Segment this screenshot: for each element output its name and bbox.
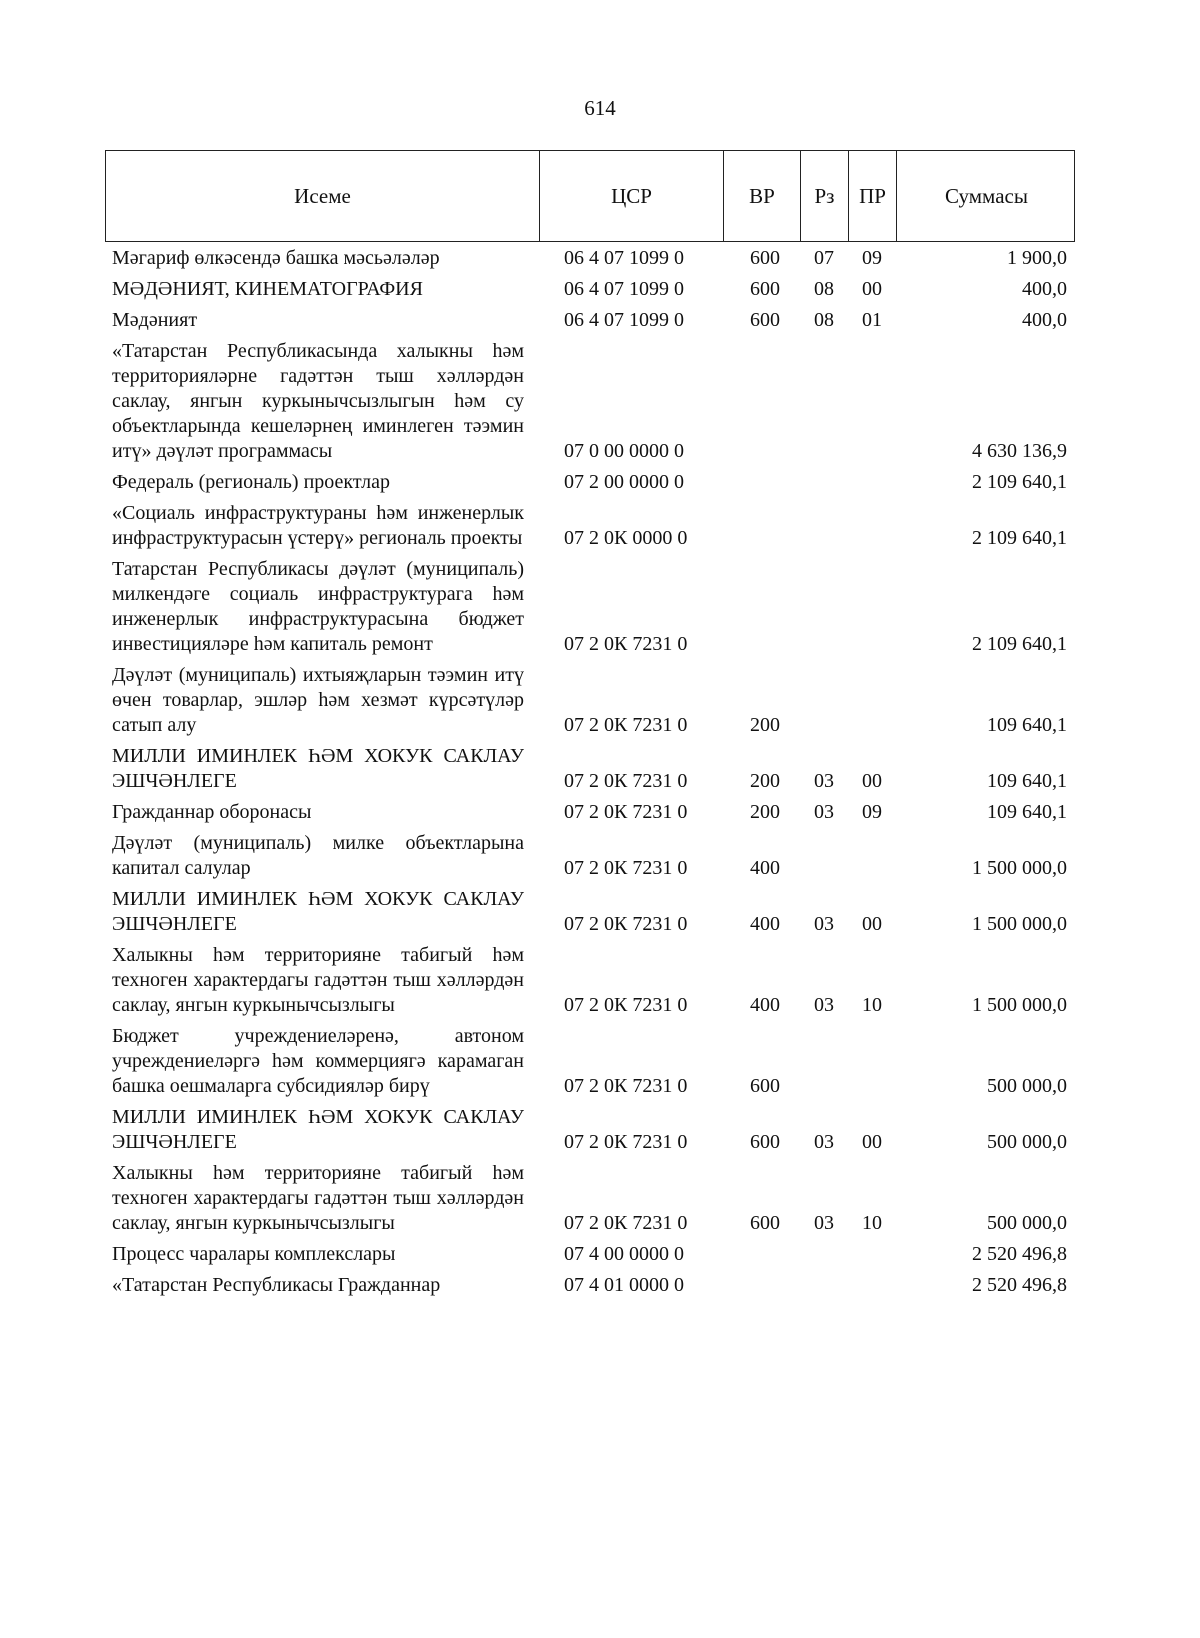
row-name: «Татарстан Республикасында халыкны һәм территорияләрне гадәттән тыш хәлләрдән саклау, янгын куркынычсызлыгын һәм су объектларында кешеләрнең иминлеген тәэмин итү» дәүләт программасы (112, 340, 524, 462)
row-pr: 00 (862, 278, 882, 300)
table-header (105, 150, 1075, 242)
header-vr: ВР (724, 151, 801, 241)
row-csr: 07 2 0К 7231 0 (564, 801, 688, 823)
header-sum: Суммасы (945, 183, 1028, 208)
row-sum: 400,0 (1022, 278, 1067, 300)
row-pr: 09 (862, 801, 882, 823)
row-pr: 09 (862, 247, 882, 269)
table-row (112, 467, 1075, 498)
row-csr: 07 2 0К 7231 0 (564, 1075, 688, 1097)
row-name: Гражданнар оборонасы (112, 801, 312, 823)
table-row (112, 336, 1075, 467)
row-name: Бюджет учреждениеләренә, автоном учреждениеләргә һәм коммерциягә карамаган башка оешмаларга субсидияләр бирү (112, 1025, 524, 1097)
row-sum: 4 630 136,9 (972, 440, 1067, 462)
row-sum: 500 000,0 (987, 1212, 1067, 1234)
table-row (112, 554, 1075, 660)
row-rz: 03 (814, 994, 834, 1016)
row-name: Дәүләт (муниципаль) ихтыяҗларын тәэмин итү өчен товарлар, эшләр һәм хезмәт күрсәтүләр сатып алу (112, 664, 524, 736)
row-name: МИЛЛИ ИМИНЛЕК ҺӘМ ХОКУК САКЛАУ ЭШЧӘНЛЕГЕ (112, 745, 524, 792)
row-rz: 03 (814, 913, 834, 935)
row-csr: 07 4 00 0000 0 (564, 1243, 684, 1265)
table-row (112, 498, 1075, 554)
row-sum: 2 520 496,8 (972, 1274, 1067, 1296)
row-name: Халыкны һәм территорияне табигый һәм техноген характердагы гадәттән тыш хәлләрдән саклау, янгын куркынычсызлыгы (112, 1162, 524, 1234)
table-row (112, 243, 1075, 274)
table-row (112, 940, 1075, 1021)
table-row (112, 274, 1075, 305)
row-vr: 600 (750, 1212, 780, 1234)
row-vr: 200 (750, 770, 780, 792)
row-pr: 00 (862, 1131, 882, 1153)
table-row (112, 1102, 1075, 1158)
row-sum: 2 520 496,8 (972, 1243, 1067, 1265)
row-name: «Социаль инфраструктураны һәм инженерлык инфраструктурасын үстерү» региональ проекты (112, 502, 524, 549)
row-sum: 1 500 000,0 (972, 994, 1067, 1016)
header-rz: Рз (801, 151, 849, 241)
row-csr: 07 2 0К 7231 0 (564, 913, 688, 935)
row-sum: 1 900,0 (1007, 247, 1067, 269)
row-sum: 109 640,1 (987, 714, 1067, 736)
row-sum: 2 109 640,1 (972, 633, 1067, 655)
row-sum: 109 640,1 (987, 770, 1067, 792)
header-name: Исеме (106, 151, 540, 241)
row-csr: 07 4 01 0000 0 (564, 1274, 684, 1296)
row-vr: 200 (750, 801, 780, 823)
row-sum: 2 109 640,1 (972, 527, 1067, 549)
table-body (112, 243, 1075, 1301)
row-name: МӘДӘНИЯТ, КИНЕМАТОГРАФИЯ (112, 278, 423, 300)
table-row (112, 828, 1075, 884)
row-rz: 03 (814, 770, 834, 792)
row-csr: 06 4 07 1099 0 (564, 309, 684, 331)
row-name: Мәдәният (112, 309, 198, 331)
row-rz: 08 (814, 309, 834, 331)
row-csr: 07 2 0К 7231 0 (564, 857, 688, 879)
row-name: МИЛЛИ ИМИНЛЕК ҺӘМ ХОКУК САКЛАУ ЭШЧӘНЛЕГЕ (112, 1106, 524, 1153)
row-name: Федераль (региональ) проектлар (112, 471, 390, 493)
row-pr: 10 (862, 994, 882, 1016)
header-pr: ПР (849, 151, 897, 241)
row-name: Мәгариф өлкәсендә башка мәсьәләләр (112, 247, 440, 269)
row-vr: 600 (750, 278, 780, 300)
table-row (112, 1158, 1075, 1239)
row-pr: 10 (862, 1212, 882, 1234)
row-sum: 1 500 000,0 (972, 913, 1067, 935)
row-name: Процесс чаралары комплекслары (112, 1243, 396, 1265)
row-rz: 08 (814, 278, 834, 300)
row-csr: 07 0 00 0000 0 (564, 440, 684, 462)
page-number: 614 (584, 96, 616, 120)
row-vr: 200 (750, 714, 780, 736)
row-sum: 400,0 (1022, 309, 1067, 331)
row-csr: 07 2 0К 7231 0 (564, 714, 688, 736)
row-pr: 01 (862, 309, 882, 331)
row-sum: 2 109 640,1 (972, 471, 1067, 493)
table-row (112, 741, 1075, 797)
row-name: Татарстан Республикасы дәүләт (муниципаль) милкендәге социаль инфраструктурага һәм инженерлык инфраструктурасына бюджет инвестицияләре һәм капиталь ремонт (112, 558, 524, 655)
table-row (112, 797, 1075, 828)
row-name: Халыкны һәм территорияне табигый һәм техноген характердагы гадәттән тыш хәлләрдән саклау, янгын куркынычсызлыгы (112, 944, 524, 1016)
row-pr: 00 (862, 770, 882, 792)
header-csr: ЦСР (540, 151, 724, 241)
row-vr: 400 (750, 994, 780, 1016)
row-csr: 06 4 07 1099 0 (564, 278, 684, 300)
table-row (112, 660, 1075, 741)
row-sum: 500 000,0 (987, 1131, 1067, 1153)
row-vr: 600 (750, 309, 780, 331)
row-csr: 07 2 0К 7231 0 (564, 1212, 688, 1234)
row-vr: 600 (750, 1131, 780, 1153)
row-csr: 07 2 0К 7231 0 (564, 770, 688, 792)
row-vr: 600 (750, 1075, 780, 1097)
row-name: Дәүләт (муниципаль) милке объектларына капитал салулар (112, 832, 524, 879)
row-csr: 07 2 0К 0000 0 (564, 527, 688, 549)
table-row (112, 1239, 1075, 1270)
row-pr: 00 (862, 913, 882, 935)
table-row (112, 1270, 1075, 1301)
row-rz: 03 (814, 1131, 834, 1153)
row-sum: 1 500 000,0 (972, 857, 1067, 879)
row-csr: 06 4 07 1099 0 (564, 247, 684, 269)
row-vr: 600 (750, 247, 780, 269)
row-sum: 109 640,1 (987, 801, 1067, 823)
table-row (112, 884, 1075, 940)
row-csr: 07 2 0К 7231 0 (564, 633, 688, 655)
row-vr: 400 (750, 857, 780, 879)
row-rz: 07 (814, 247, 834, 269)
row-name: «Татарстан Республикасы Гражданнар (112, 1274, 441, 1296)
row-csr: 07 2 0К 7231 0 (564, 1131, 688, 1153)
row-name: МИЛЛИ ИМИНЛЕК ҺӘМ ХОКУК САКЛАУ ЭШЧӘНЛЕГЕ (112, 888, 524, 935)
row-rz: 03 (814, 801, 834, 823)
table-row (112, 305, 1075, 336)
table-row (112, 1021, 1075, 1102)
row-sum: 500 000,0 (987, 1075, 1067, 1097)
row-csr: 07 2 0К 7231 0 (564, 994, 688, 1016)
row-vr: 400 (750, 913, 780, 935)
row-csr: 07 2 00 0000 0 (564, 471, 684, 493)
row-rz: 03 (814, 1212, 834, 1234)
